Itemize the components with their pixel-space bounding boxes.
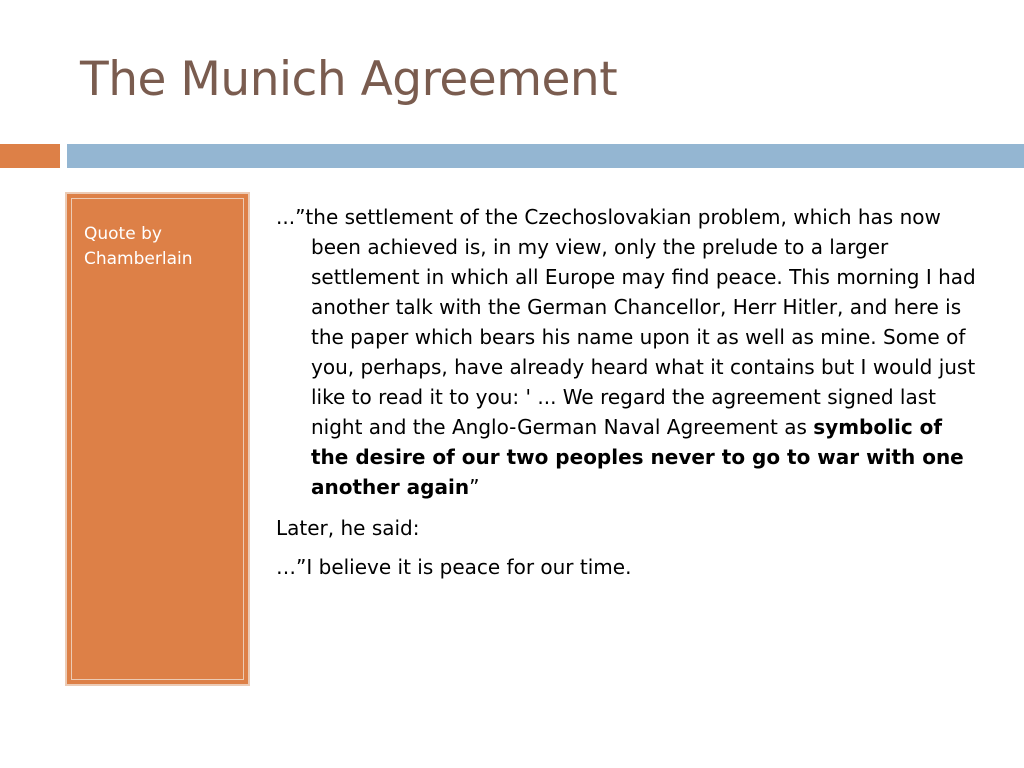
quote-closing-mark: ”	[469, 475, 480, 499]
accent-bar-blue	[67, 144, 1024, 168]
content-body	[276, 202, 982, 591]
later-paragraph: Later, he said:	[276, 516, 420, 540]
slide-title: The Munich Agreement	[80, 52, 618, 107]
accent-bar-orange	[0, 144, 60, 168]
quote-text: ...”the settlement of the Czechoslovakian problem, which has now been achieved is, in my view, only the prelude to a larger settlement in which all Europe may find peace. This morning I had another talk with the German Chancellor, Herr Hitler, and here is the paper which bears his name upon it as well as mine. Some of you, perhaps, have already heard what it contains but I would just like to read it to you: ' ... We regard the agreement signed last night and the Anglo-German Naval Agreement as	[276, 205, 976, 439]
side-panel-label: Quote by Chamberlain	[84, 224, 193, 269]
final-quote-paragraph: …”I believe it is peace for our time.	[276, 555, 632, 579]
chamberlain-quote-paragraph	[276, 202, 982, 502]
quote-bold-text: symbolic of the desire of our two peoples never to go to war with one another again	[311, 415, 964, 499]
